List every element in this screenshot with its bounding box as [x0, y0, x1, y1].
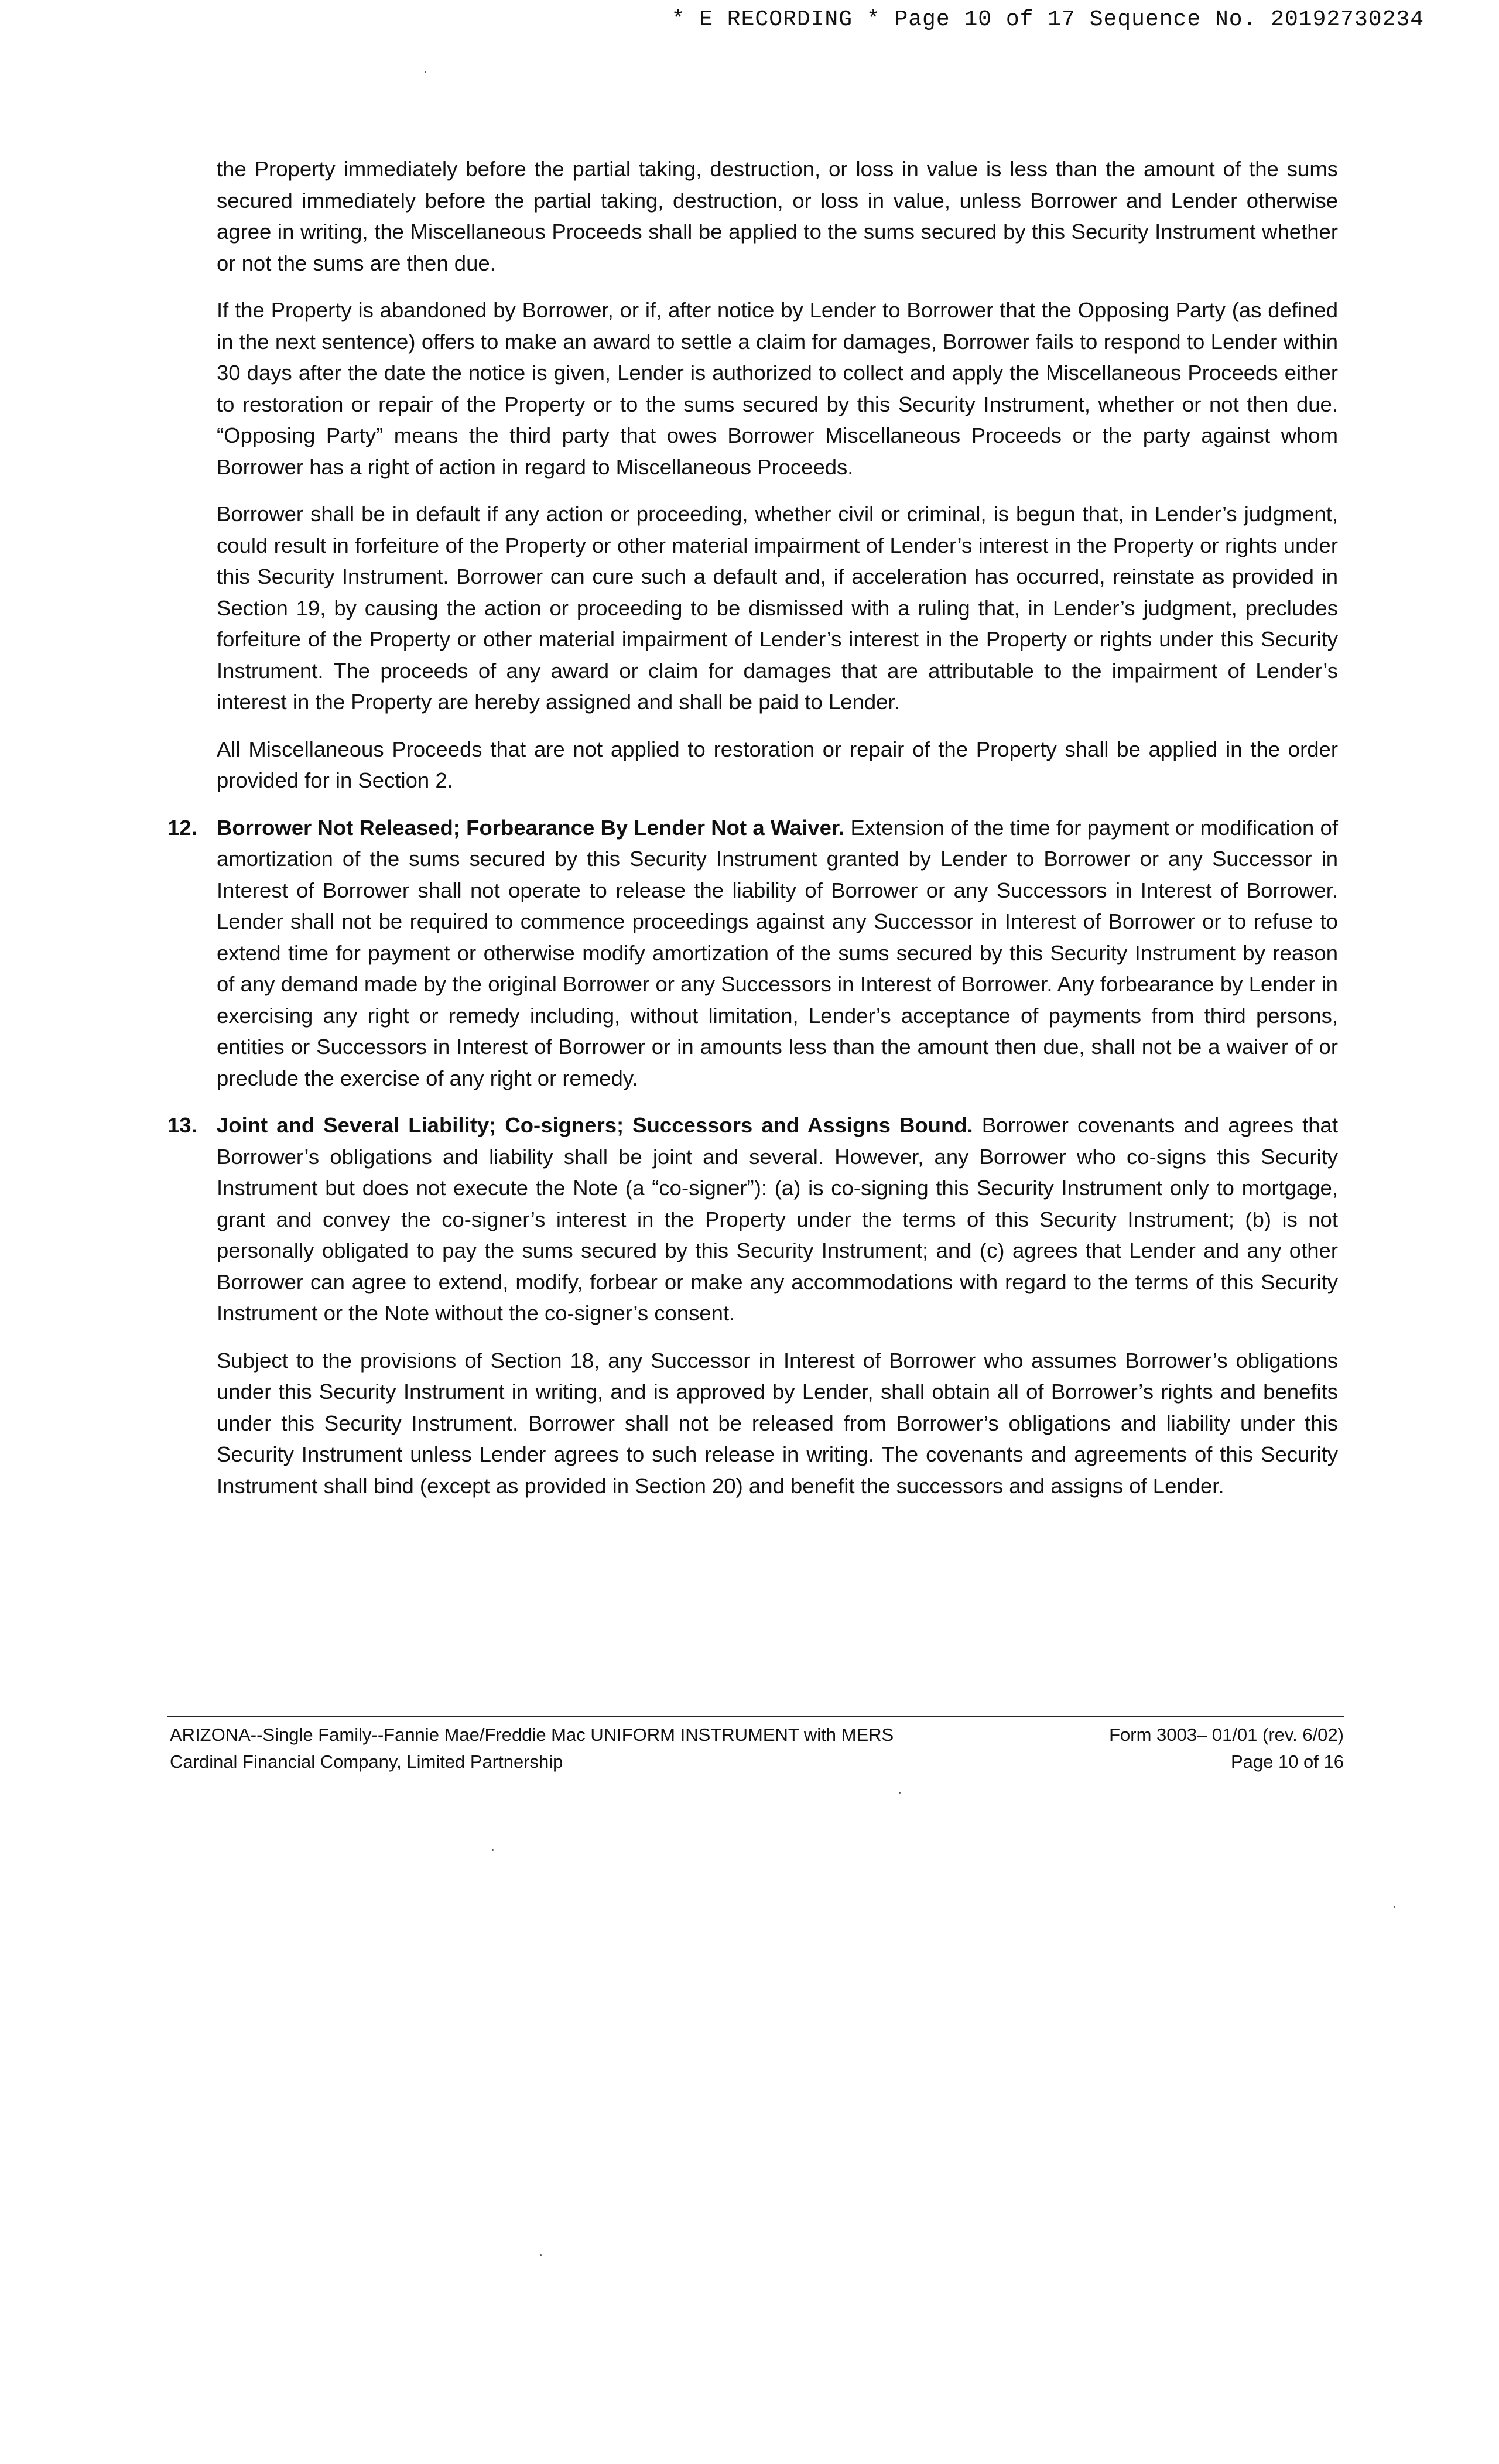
section-13-paragraph: [217, 1110, 1338, 1329]
scan-speck: [425, 71, 426, 73]
scan-speck: [899, 1792, 901, 1794]
scan-speck: [492, 1849, 494, 1851]
section-13-text: Borrower covenants and agrees that Borrower’s obligations and liability shall be joint and several. However, any Borrower who co-signs this Security Instrument but does not execute the Note (a “co-signer”): (a) is co-signing this Security Instrument only to mortgage, grant and convey the co-signer’s interest in the Property under the terms of this Security Instrument; (b) is not personally obligated to pay the sums secured by this Security Instrument; and (c) agrees that Lender and any other Borrower can agree to extend, modify, forbear or make any accommodations with regard to the terms of this Security Instrument or the Note without the co-signer’s consent.: [217, 1113, 1338, 1325]
paragraph-borrower-default: Borrower shall be in default if any action or proceeding, whether civil or criminal, is begun that, in Lender’s judgment, could result in forfeiture of the Property or other material impairment of Lender’s interest in the Property or rights under this Security Instrument. Borrower can cure such a default and, if acceleration has occurred, reinstate as provided in Section 19, by causing the action or proceeding to be dismissed with a ruling that, in Lender’s judgment, precludes forfeiture of the Property or other material impairment of Lender’s interest in the Property or rights under this Security Instrument. The proceeds of any award or claim for damages that are attributable to the impairment of Lender’s interest in the Property are hereby assigned and shall be paid to Lender.: [217, 502, 1338, 714]
document-body: [167, 153, 1338, 1517]
scan-speck: [540, 2254, 542, 2256]
paragraph-partial-taking: the Property immediately before the partial taking, destruction, or loss in value is less than the amount of the sums secured immediately before the partial taking, destruction, or loss in value, unless Borrower and Lender otherwise agree in writing, the Miscellaneous Proceeds shall be applied to the sums secured by this Security Instrument whether or not the sums are then due.: [217, 157, 1338, 275]
scan-speck: [1394, 1906, 1395, 1908]
section-13-number: 13.: [167, 1113, 197, 1137]
footer-form-title: ARIZONA--Single Family--Fannie Mae/Freddie Mac UNIFORM INSTRUMENT with MERS: [170, 1724, 894, 1745]
section-12-heading: Borrower Not Released; Forbearance By Lender Not a Waiver.: [217, 815, 845, 840]
footer-page-label: Page 10 of 16: [1230, 1751, 1344, 1772]
footer-company: Cardinal Financial Company, Limited Partnership: [170, 1751, 563, 1772]
section-12-number: 12.: [167, 815, 197, 840]
section-13-sub-paragraph: Subject to the provisions of Section 18, any Successor in Interest of Borrower who assumes Borrower’s obligations under this Security Instrument in writing, and is approved by Lender, shall obtain all of Borrower’s rights and benefits under this Security Instrument. Borrower shall not be released from Borrower’s obligations and liability under this Security Instrument unless Lender agrees to such release in writing. The covenants and agreements of this Security Instrument shall bind (except as provided in Section 20) and benefit the successors and assigns of Lender.: [217, 1348, 1338, 1498]
footer-form-number: Form 3003– 01/01 (rev. 6/02): [1109, 1724, 1344, 1745]
paragraph-abandoned-property: If the Property is abandoned by Borrower, or if, after notice by Lender to Borrower that the Opposing Party (as defined in the next sentence) offers to make an award to settle a claim for damages, Borrower fails to respond to Lender within 30 days after the date the notice is given, Lender is authorized to collect and apply the Miscellaneous Proceeds either to restoration or repair of the Property or to the sums secured by this Security Instrument, whether or not then due. “Opposing Party” means the third party that owes Borrower Miscellaneous Proceeds or the party against whom Borrower has a right of action in regard to Miscellaneous Proceeds.: [217, 298, 1338, 479]
section-13: [167, 1110, 1338, 1501]
section-12-paragraph: [217, 812, 1338, 1094]
paragraph-miscellaneous-proceeds: All Miscellaneous Proceeds that are not applied to restoration or repair of the Property shall be applied in the order provided for in Section 2.: [217, 737, 1338, 792]
section-13-heading: Joint and Several Liability; Co-signers; Successors and Assigns Bound.: [217, 1113, 973, 1137]
section-12-text: Extension of the time for payment or modification of amortization of the sums secured by this Security Instrument granted by Lender to Borrower or any Successor in Interest of Borrower shall not operate to release the liability of Borrower or any Successors in Interest of Borrower. Lender shall not be required to commence proceedings against any Successor in Interest of Borrower or to refuse to extend time for payment or otherwise modify amortization of the sums secured by this Security Instrument by reason of any demand made by the original Borrower or any Successors in Interest of Borrower. Any forbearance by Lender in exercising any right or remedy including, without limitation, Lender’s acceptance of payments from third persons, entities or Successors in Interest of Borrower or in amounts less than the amount then due, shall not be a waiver of or preclude the exercise of any right or remedy.: [217, 815, 1338, 1090]
footer-divider: [167, 1716, 1344, 1717]
section-12: [167, 812, 1338, 1094]
recording-header: * E RECORDING * Page 10 of 17 Sequence No. 20192730234: [671, 7, 1424, 32]
footer-right: [1109, 1722, 1344, 1775]
footer-left: [170, 1722, 894, 1775]
